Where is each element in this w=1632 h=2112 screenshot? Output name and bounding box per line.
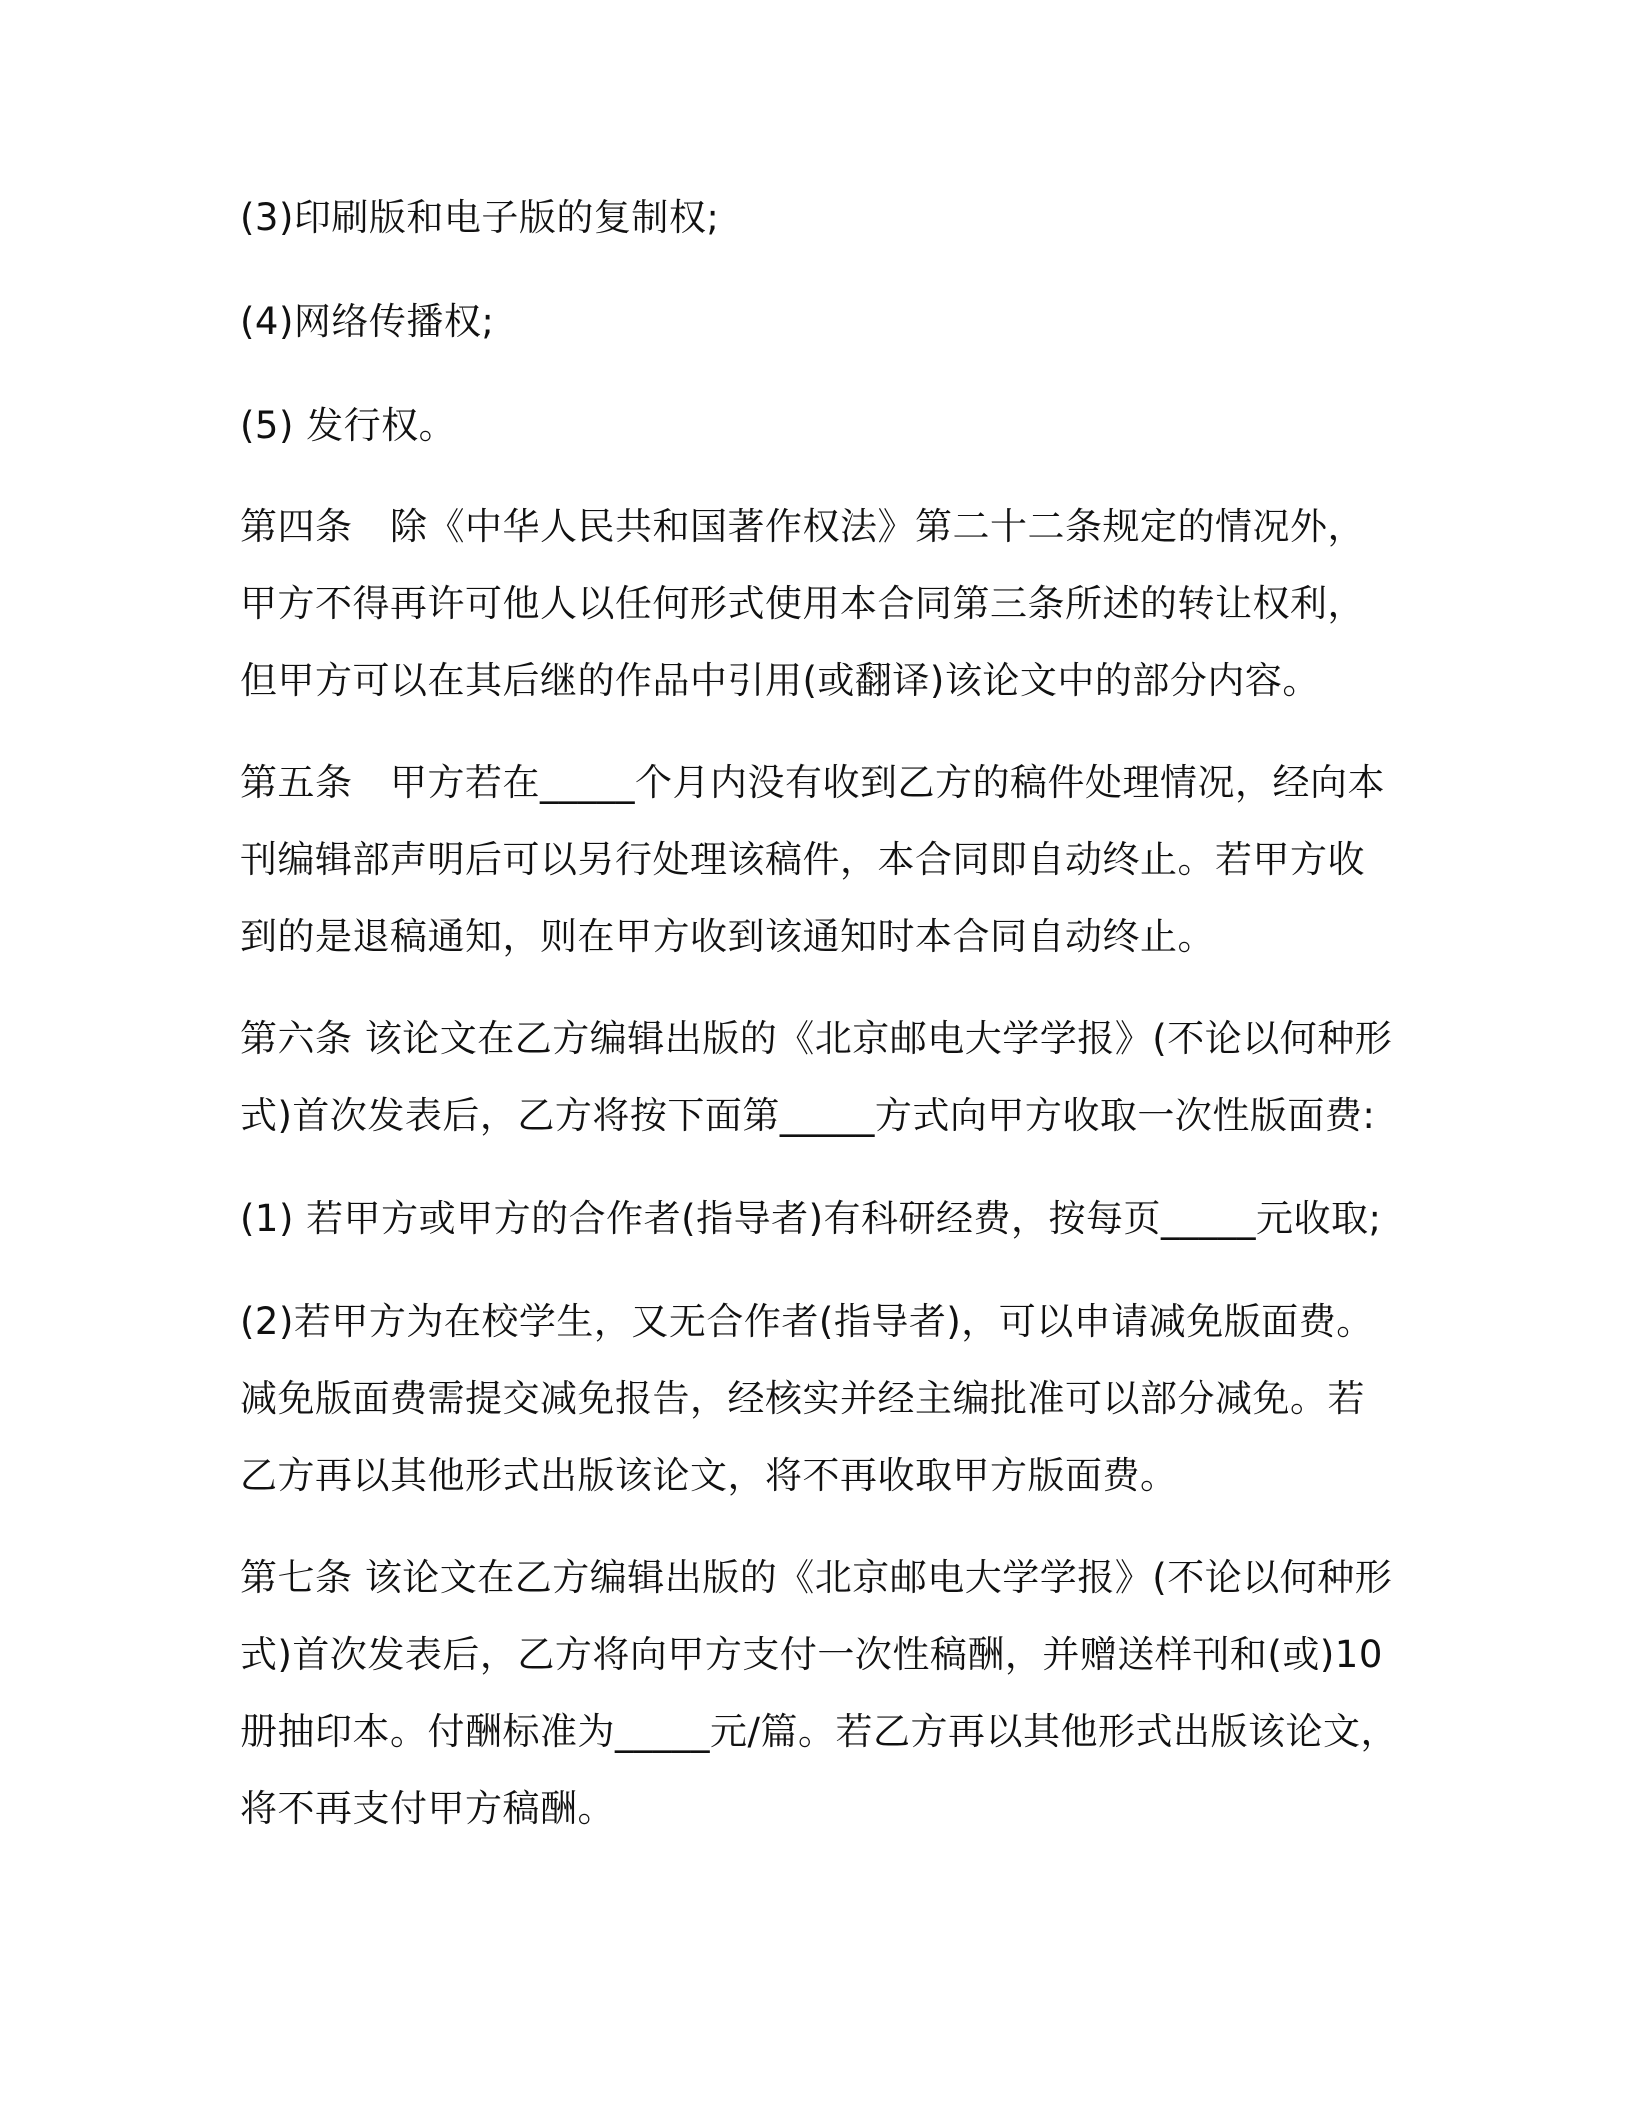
clause-7-line-3: 册抽印本。付酬标准为_____元/篇。若乙方再以其他形式出版该论文， bbox=[240, 1710, 1398, 1753]
clause-6-item-2-line-3: 乙方再以其他形式出版该论文，将不再收取甲方版面费。 bbox=[240, 1454, 1178, 1497]
clause-6-line-1: 第六条 该论文在乙方编辑出版的《北京邮电大学学报》(不论以何种形 bbox=[240, 1017, 1393, 1060]
clause-4-line-1: 第四条 除《中华人民共和国著作权法》第二十二条规定的情况外， bbox=[240, 505, 1365, 548]
clause-7-line-2: 式)首次发表后，乙方将向甲方支付一次性稿酬，并赠送样刊和(或)10 bbox=[240, 1633, 1383, 1676]
clause-3-item-5: (5) 发行权。 bbox=[240, 404, 457, 447]
clause-6-item-1: (1) 若甲方或甲方的合作者(指导者)有科研经费，按每页_____元收取; bbox=[240, 1197, 1382, 1240]
clause-5-line-1: 第五条 甲方若在_____个月内没有收到乙方的稿件处理情况，经向本 bbox=[240, 761, 1385, 804]
clause-5-line-2: 刊编辑部声明后可以另行处理该稿件，本合同即自动终止。若甲方收 bbox=[240, 838, 1365, 881]
clause-5-line-3: 到的是退稿通知，则在甲方收到该通知时本合同自动终止。 bbox=[240, 915, 1215, 958]
clause-4-line-2: 甲方不得再许可他人以任何形式使用本合同第三条所述的转让权利， bbox=[240, 582, 1365, 625]
clause-4-line-3: 但甲方可以在其后继的作品中引用(或翻译)该论文中的部分内容。 bbox=[240, 659, 1320, 702]
clause-6-item-2-line-2: 减免版面费需提交减免报告，经核实并经主编批准可以部分减免。若 bbox=[240, 1377, 1365, 1420]
clause-3-item-3: (3)印刷版和电子版的复制权; bbox=[240, 196, 720, 239]
clause-7-line-1: 第七条 该论文在乙方编辑出版的《北京邮电大学学报》(不论以何种形 bbox=[240, 1556, 1393, 1599]
clause-3-item-4: (4)网络传播权; bbox=[240, 300, 495, 343]
clause-6-line-2: 式)首次发表后，乙方将按下面第_____方式向甲方收取一次性版面费: bbox=[240, 1094, 1376, 1137]
clause-7-line-4: 将不再支付甲方稿酬。 bbox=[240, 1787, 615, 1830]
clause-6-item-2-line-1: (2)若甲方为在校学生，又无合作者(指导者)，可以申请减免版面费。 bbox=[240, 1300, 1374, 1343]
